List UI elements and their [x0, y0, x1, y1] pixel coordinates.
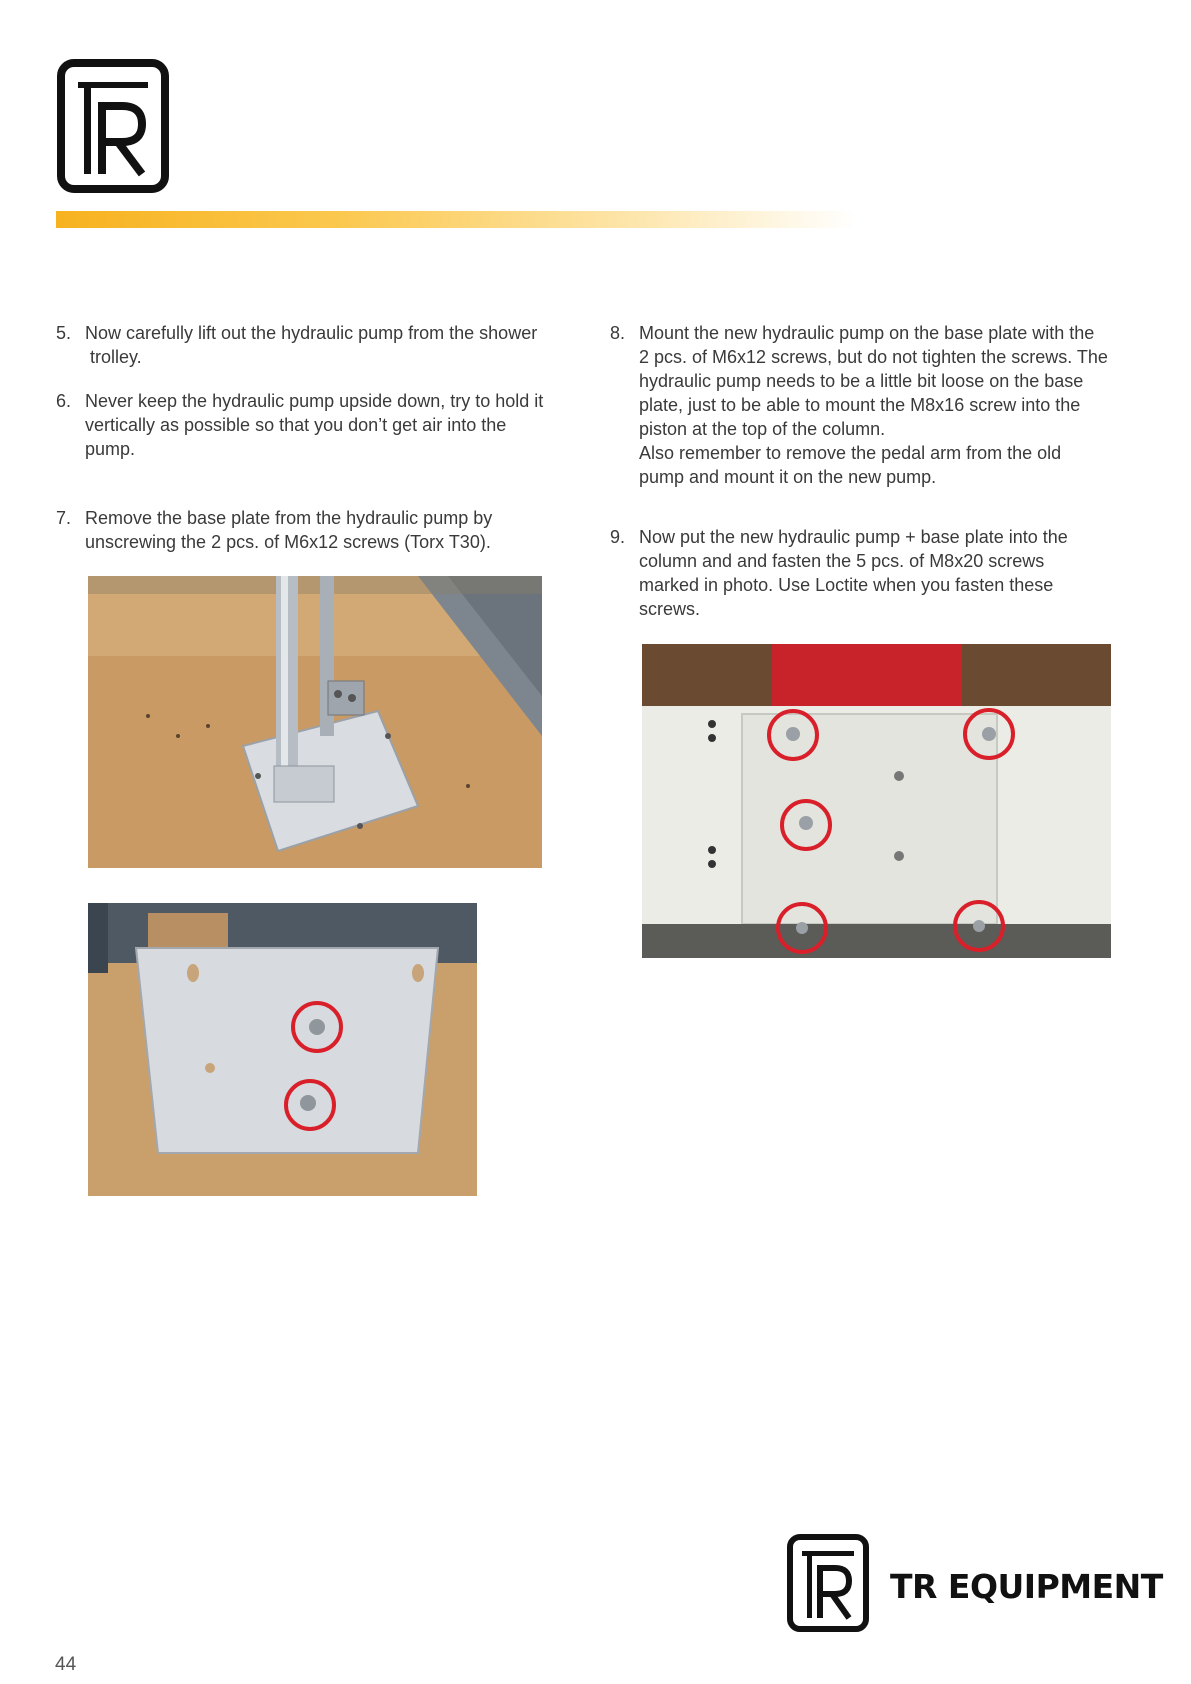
step-number: 8.	[610, 323, 626, 343]
step-text: Mount the new hydraulic pump on the base plate with the 2 pcs. of M6x12 screws, but do not tighten the screws. The hydraulic pump needs to be a little bit loose on the base plate, just to be able to mount the M8x16 screw into the piston at the top of the column. Also remember to remove the pedal arm from the old pump and mount it on the new pump.	[639, 323, 1108, 487]
step-9	[610, 525, 1150, 621]
step-5	[56, 321, 596, 369]
step-text: Never keep the hydraulic pump upside down, try to hold it vertically as possible so that you don’t get air into the pump.	[85, 391, 544, 459]
step-text: Now carefully lift out the hydraulic pump from the shower trolley.	[85, 323, 538, 367]
brand-name: TR EQUIPMENT	[890, 1567, 1163, 1606]
step-6	[56, 389, 596, 461]
step-number: 9.	[610, 527, 626, 547]
step-number: 5.	[56, 323, 72, 343]
step-number: 7.	[56, 508, 72, 528]
step-8	[610, 321, 1150, 489]
accent-bar	[56, 211, 856, 228]
tr-logo	[56, 58, 170, 194]
photo-column-marked-screws	[642, 644, 1111, 958]
photo-pump-on-base-plate	[88, 576, 542, 868]
step-number: 6.	[56, 391, 72, 411]
step-text: Now put the new hydraulic pump + base plate into the column and and fasten the 5 pcs. of M8x20 screws marked in photo. Use Loctite when you fasten these screws.	[639, 527, 1068, 619]
step-text: Remove the base plate from the hydraulic pump by unscrewing the 2 pcs. of M6x12 screws (Torx T30).	[85, 508, 493, 552]
tr-logo	[786, 1533, 870, 1633]
photo-base-plate-marked-screws	[88, 903, 477, 1196]
step-7	[56, 506, 596, 554]
page-number: 44	[55, 1654, 77, 1675]
